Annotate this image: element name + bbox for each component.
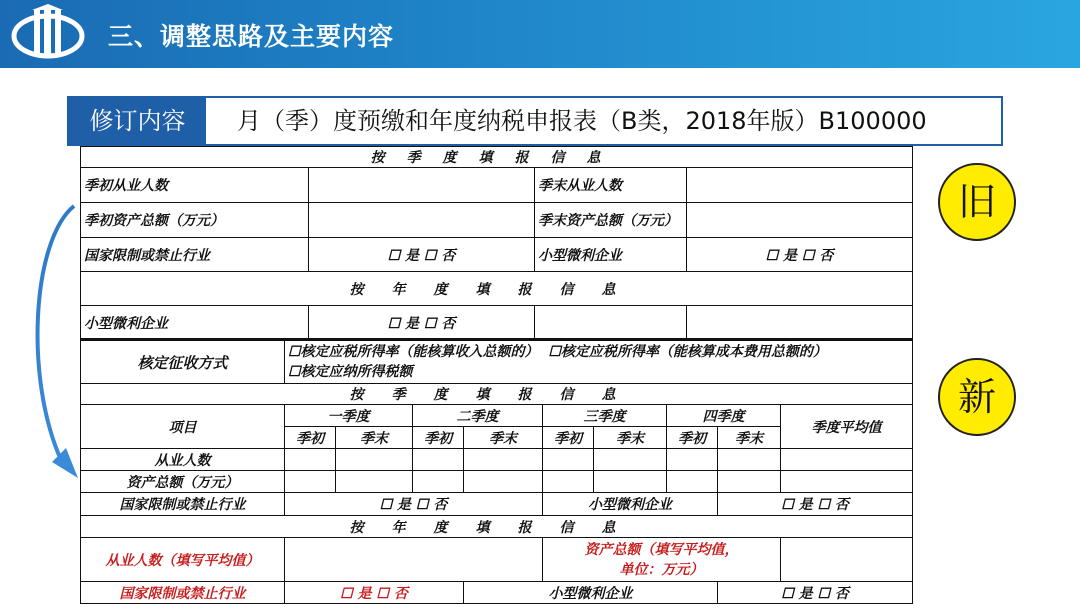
assets-cell[interactable] — [718, 471, 781, 493]
employees-cell[interactable] — [543, 449, 594, 471]
q-end-employees-value[interactable] — [687, 168, 913, 203]
table-row — [81, 340, 913, 384]
restricted-checkbox[interactable]: ☐ 是 ☐ 否 — [309, 238, 535, 272]
q-end-assets-label: 季末资产总额（万元） — [535, 203, 687, 238]
assets-avg-cell[interactable] — [781, 471, 913, 493]
annual-header: 按年度填报信息 — [81, 516, 913, 538]
new-marker: 新 — [938, 358, 1016, 436]
annual-assets-label-line1: 资产总额（填写平均值， — [584, 541, 739, 558]
table-row — [81, 449, 913, 471]
table-row — [81, 516, 913, 538]
q4-start: 季初 — [667, 427, 718, 449]
revision-label: 修订内容 — [69, 98, 206, 144]
annual-header: 按年度填报信息 — [81, 272, 913, 306]
employees-cell[interactable] — [464, 449, 543, 471]
q-end-employees-label: 季末从业人数 — [535, 168, 687, 203]
q-start-assets-value[interactable] — [309, 203, 535, 238]
employees-label: 从业人数 — [81, 449, 285, 471]
q3-end: 季末 — [594, 427, 667, 449]
q-end-assets-value[interactable] — [687, 203, 913, 238]
table-row — [81, 493, 913, 516]
q3-header: 三季度 — [543, 405, 667, 427]
table-row — [81, 538, 913, 582]
assets-cell[interactable] — [543, 471, 594, 493]
curved-arrow-icon — [22, 200, 92, 490]
empty-cell — [535, 306, 687, 340]
q-start-employees-label: 季初从业人数 — [81, 168, 309, 203]
section-title: 三、调整思路及主要内容 — [108, 22, 395, 51]
restricted-checkbox[interactable]: ☐ 是 ☐ 否 — [285, 493, 543, 516]
annual-small-micro-checkbox[interactable]: ☐ 是 ☐ 否 — [718, 582, 913, 604]
q2-start: 季初 — [413, 427, 464, 449]
table-row — [81, 471, 913, 493]
quarter-header: 按季度填报信息 — [81, 147, 913, 168]
assets-cell[interactable] — [667, 471, 718, 493]
old-form-table — [80, 146, 913, 340]
small-micro-checkbox[interactable]: ☐ 是 ☐ 否 — [718, 493, 913, 516]
restricted-label: 国家限制或禁止行业 — [81, 238, 309, 272]
annual-small-micro-label: 小型微利企业 — [464, 582, 718, 604]
method-label: 核定征收方式 — [81, 340, 285, 384]
table-row — [81, 238, 913, 272]
tax-bureau-logo-icon — [10, 4, 90, 64]
table-row — [81, 306, 913, 340]
annual-employees-value[interactable] — [285, 538, 543, 582]
table-row — [81, 405, 913, 427]
q4-header: 四季度 — [667, 405, 781, 427]
employees-cell[interactable] — [718, 449, 781, 471]
annual-employees-label: 从业人数（填写平均值） — [81, 538, 285, 582]
annual-assets-label — [543, 538, 781, 582]
small-micro-checkbox[interactable]: ☐ 是 ☐ 否 — [687, 238, 913, 272]
assets-cell[interactable] — [413, 471, 464, 493]
form-title: 月（季）度预缴和年度纳税申报表（B类，2018年版）B100000 — [237, 107, 927, 135]
restricted-label: 国家限制或禁止行业 — [81, 493, 285, 516]
method-option-tax-amount[interactable]: ☐核定应纳所得税额 — [288, 364, 413, 380]
table-row — [81, 168, 913, 203]
method-options — [285, 340, 913, 384]
table-row — [81, 147, 913, 168]
employees-cell[interactable] — [336, 449, 413, 471]
q1-start: 季初 — [285, 427, 336, 449]
employees-cell[interactable] — [594, 449, 667, 471]
assets-cell[interactable] — [464, 471, 543, 493]
assets-cell[interactable] — [336, 471, 413, 493]
q1-end: 季末 — [336, 427, 413, 449]
item-header: 项目 — [81, 405, 285, 449]
q4-end: 季末 — [718, 427, 781, 449]
table-row — [81, 272, 913, 306]
small-micro-label: 小型微利企业 — [543, 493, 718, 516]
table-row — [81, 582, 913, 604]
q2-header: 二季度 — [413, 405, 543, 427]
annual-assets-value[interactable] — [781, 538, 913, 582]
annual-small-micro-checkbox[interactable]: ☐ 是 ☐ 否 — [309, 306, 535, 340]
empty-cell — [687, 306, 913, 340]
annual-restricted-checkbox[interactable]: ☐ 是 ☐ 否 — [285, 582, 464, 604]
employees-cell[interactable] — [285, 449, 336, 471]
q3-start: 季初 — [543, 427, 594, 449]
new-form-table — [80, 338, 913, 604]
quarter-header: 按季度填报信息 — [81, 384, 913, 405]
assets-label: 资产总额（万元） — [81, 471, 285, 493]
q1-header: 一季度 — [285, 405, 413, 427]
assets-cell[interactable] — [285, 471, 336, 493]
annual-small-micro-label: 小型微利企业 — [81, 306, 309, 340]
old-marker: 旧 — [938, 163, 1016, 241]
method-option-cost[interactable]: ☐核定应税所得率（能核算成本费用总额的） — [548, 344, 827, 360]
header-bar — [0, 0, 1080, 68]
employees-avg-cell[interactable] — [781, 449, 913, 471]
q-start-employees-value[interactable] — [309, 168, 535, 203]
table-row — [81, 203, 913, 238]
q2-end: 季末 — [464, 427, 543, 449]
assets-cell[interactable] — [594, 471, 667, 493]
employees-cell[interactable] — [667, 449, 718, 471]
employees-cell[interactable] — [413, 449, 464, 471]
small-micro-label: 小型微利企业 — [535, 238, 687, 272]
method-option-income[interactable]: ☐核定应税所得率（能核算收入总额的） — [288, 344, 539, 360]
avg-header: 季度平均值 — [781, 405, 913, 449]
annual-assets-label-line2: 单位：万元） — [619, 561, 704, 578]
revision-title-box — [67, 96, 1003, 146]
q-start-assets-label: 季初资产总额（万元） — [81, 203, 309, 238]
table-row — [81, 384, 913, 405]
annual-restricted-label: 国家限制或禁止行业 — [81, 582, 285, 604]
